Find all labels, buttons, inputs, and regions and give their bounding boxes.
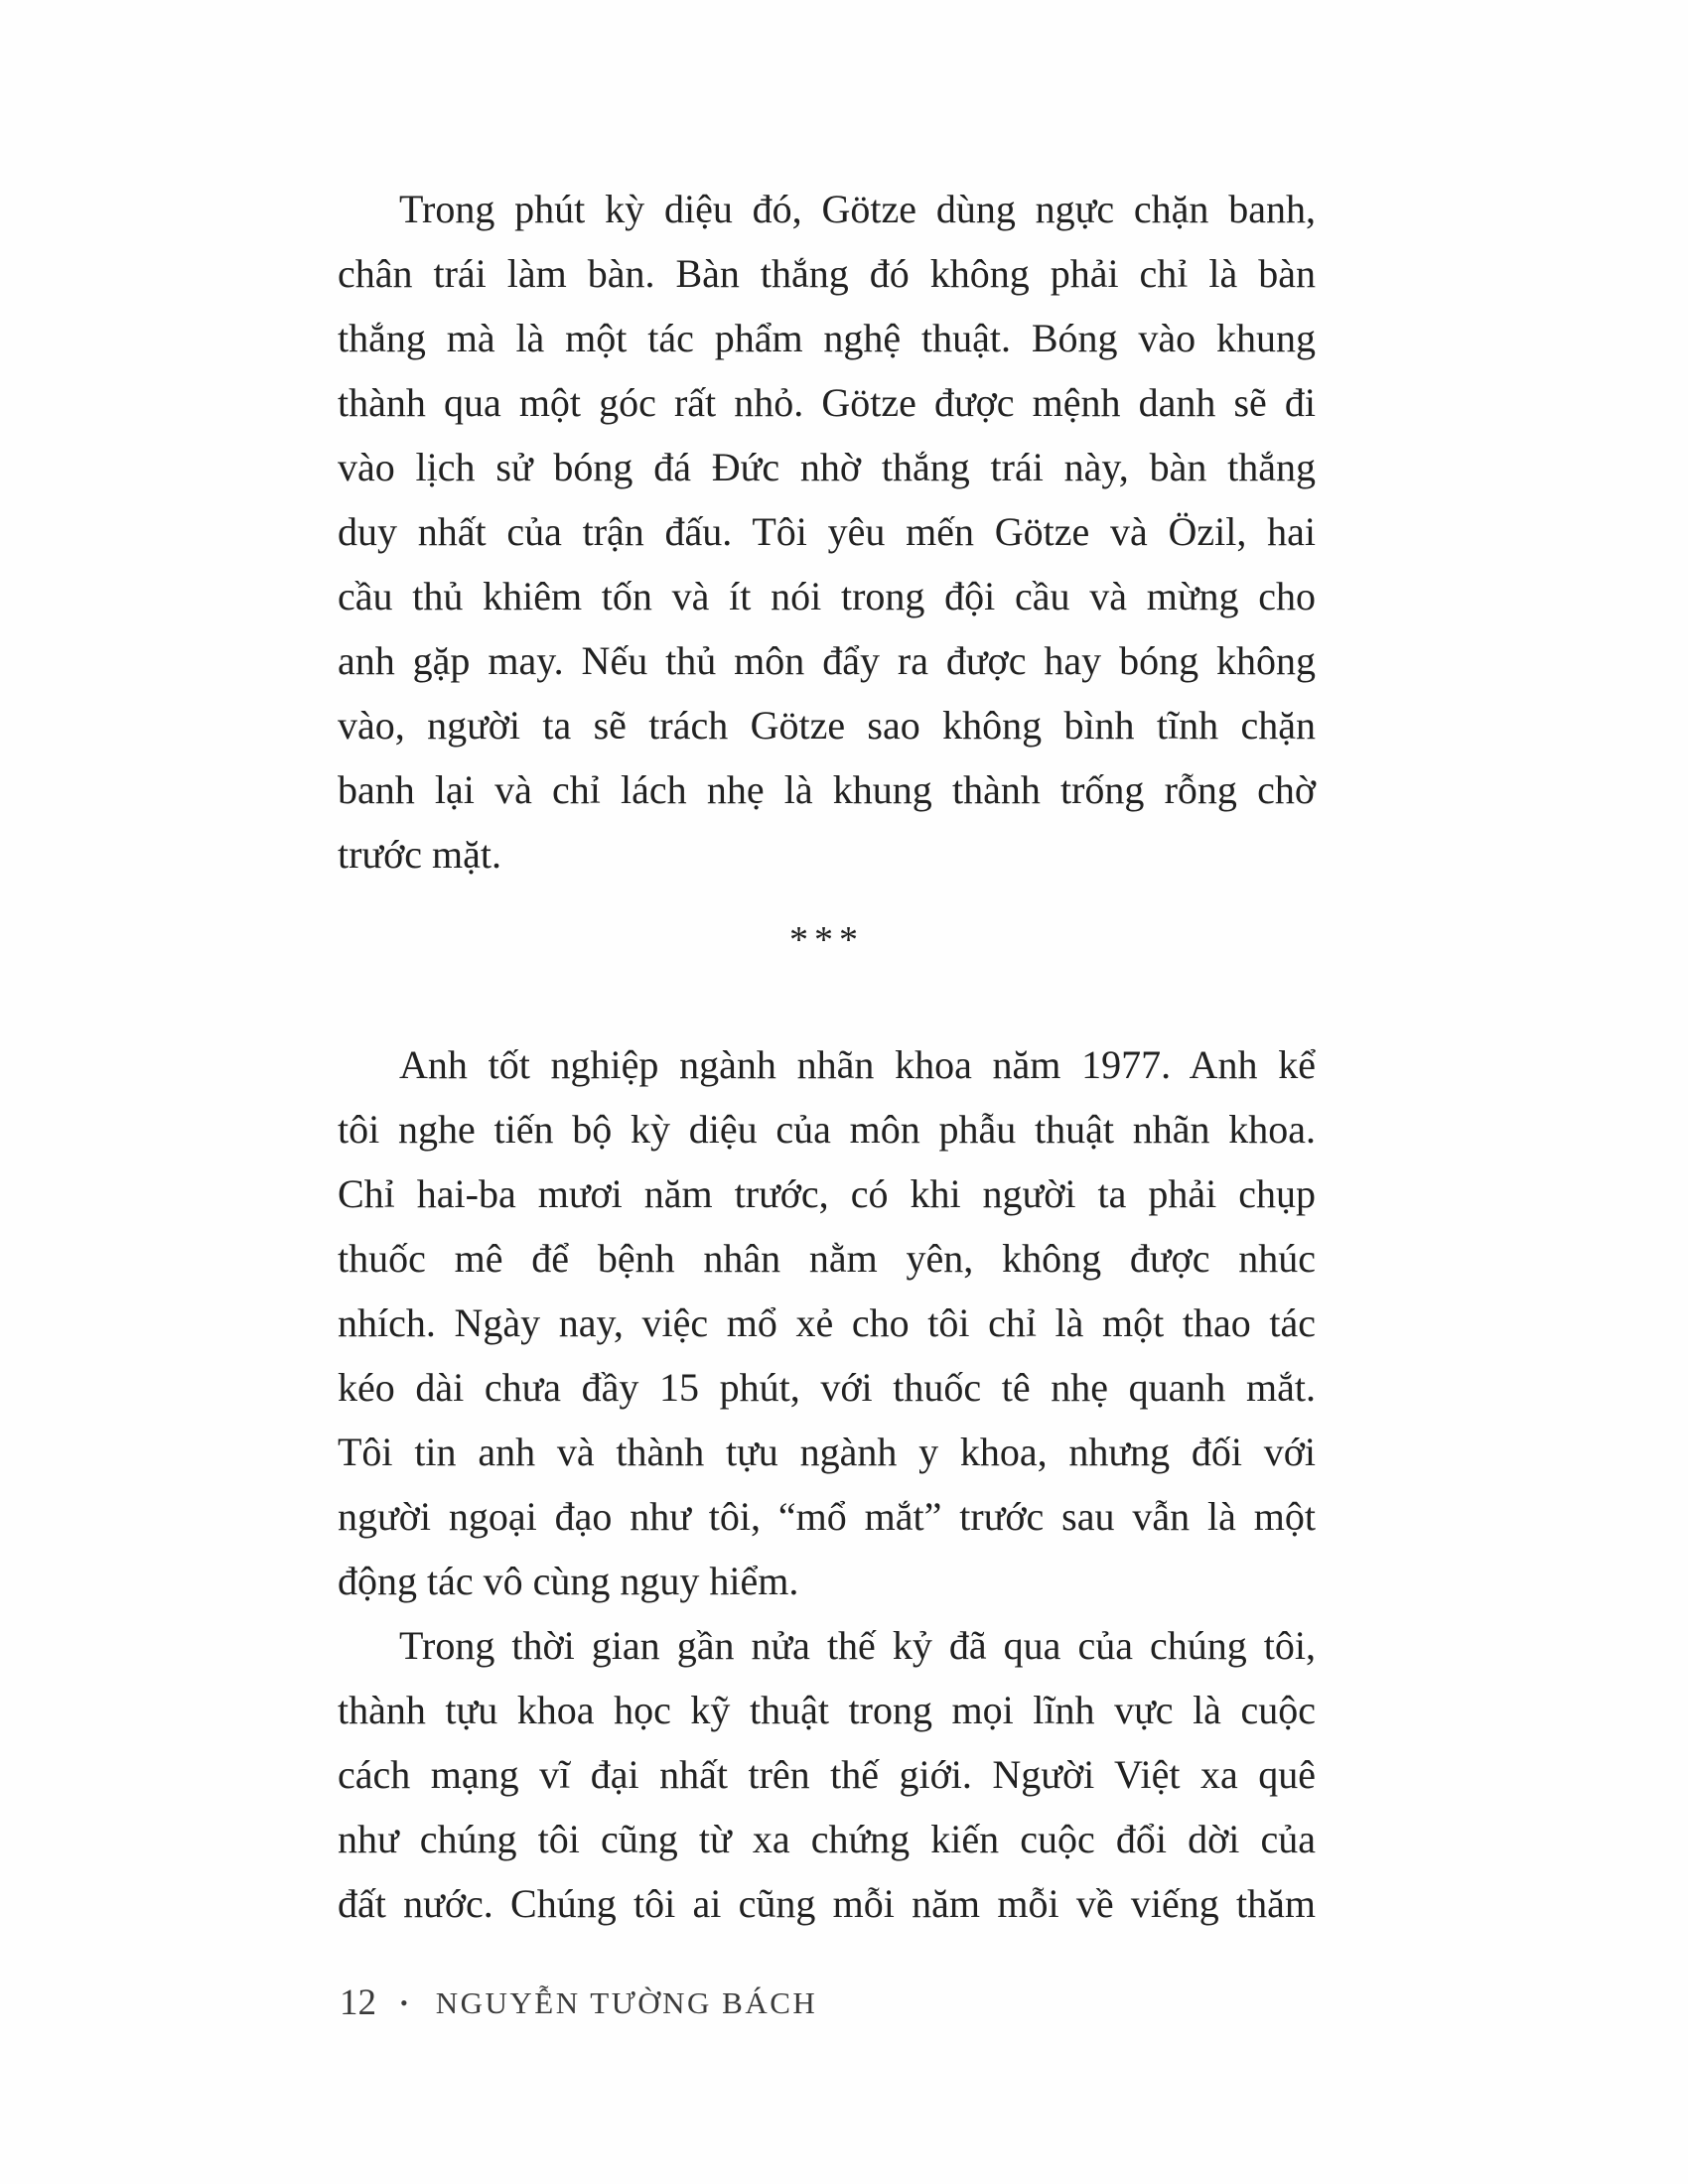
footer-bullet: • bbox=[400, 1990, 408, 2015]
text-line: vào lịch sử bóng đá Đức nhờ thắng trái này, bàn thắng bbox=[338, 445, 1316, 489]
text-line: thành qua một góc rất nhỏ. Götze được mệnh danh sẽ đi bbox=[338, 380, 1316, 425]
text-line: cầu thủ khiêm tốn và ít nói trong đội cầu và mừng cho bbox=[338, 574, 1316, 618]
page-footer bbox=[340, 1981, 817, 2025]
paragraph-3 bbox=[338, 1613, 1316, 1936]
paragraph-2 bbox=[338, 1032, 1316, 1613]
page-number: 12 bbox=[340, 1982, 376, 2023]
text-line: thành tựu khoa học kỹ thuật trong mọi lĩnh vực là cuộc bbox=[338, 1688, 1316, 1732]
text-line: Tôi tin anh và thành tựu ngành y khoa, nhưng đối với bbox=[338, 1430, 1316, 1474]
text-line: chân trái làm bàn. Bàn thắng đó không phải chỉ là bàn bbox=[338, 251, 1316, 296]
text-line: cách mạng vĩ đại nhất trên thế giới. Người Việt xa quê bbox=[338, 1752, 1316, 1797]
text-line: đất nước. Chúng tôi ai cũng mỗi năm mỗi về viếng thăm bbox=[338, 1881, 1316, 1926]
text-line: Anh tốt nghiệp ngành nhãn khoa năm 1977. Anh kể bbox=[399, 1042, 1316, 1087]
text-line: trước mặt. bbox=[338, 832, 501, 877]
author-name: NGUYỄN TƯỜNG BÁCH bbox=[435, 1985, 818, 2020]
text-line: Trong thời gian gần nửa thế kỷ đã qua của chúng tôi, bbox=[399, 1623, 1316, 1668]
section-separator-asterisks: *** bbox=[789, 919, 864, 961]
text-line: Trong phút kỳ diệu đó, Götze dùng ngực chặn banh, bbox=[399, 187, 1316, 231]
body-text bbox=[338, 177, 1316, 1936]
text-line: Chỉ hai-ba mươi năm trước, có khi người ta phải chụp bbox=[338, 1171, 1316, 1216]
text-line: duy nhất của trận đấu. Tôi yêu mến Götze và Özil, hai bbox=[338, 509, 1316, 554]
text-line: thuốc mê để bệnh nhân nằm yên, không được nhúc bbox=[338, 1236, 1316, 1281]
text-line: tôi nghe tiến bộ kỳ diệu của môn phẫu thuật nhãn khoa. bbox=[338, 1107, 1316, 1152]
text-line: kéo dài chưa đầy 15 phút, với thuốc tê nhẹ quanh mắt. bbox=[338, 1365, 1316, 1410]
text-line: nhích. Ngày nay, việc mổ xẻ cho tôi chỉ là một thao tác bbox=[338, 1300, 1316, 1345]
text-line: động tác vô cùng nguy hiểm. bbox=[338, 1559, 799, 1603]
text-line: vào, người ta sẽ trách Götze sao không bình tĩnh chặn bbox=[338, 703, 1316, 748]
paragraph-1 bbox=[338, 177, 1316, 887]
text-line: thắng mà là một tác phẩm nghệ thuật. Bóng vào khung bbox=[338, 316, 1316, 360]
text-line: banh lại và chỉ lách nhẹ là khung thành trống rỗng chờ bbox=[338, 767, 1316, 812]
text-line: như chúng tôi cũng từ xa chứng kiến cuộc đổi dời của bbox=[338, 1817, 1316, 1861]
text-line: người ngoại đạo như tôi, “mổ mắt” trước sau vẫn là một bbox=[338, 1494, 1316, 1539]
text-line: anh gặp may. Nếu thủ môn đẩy ra được hay bóng không bbox=[338, 638, 1316, 683]
